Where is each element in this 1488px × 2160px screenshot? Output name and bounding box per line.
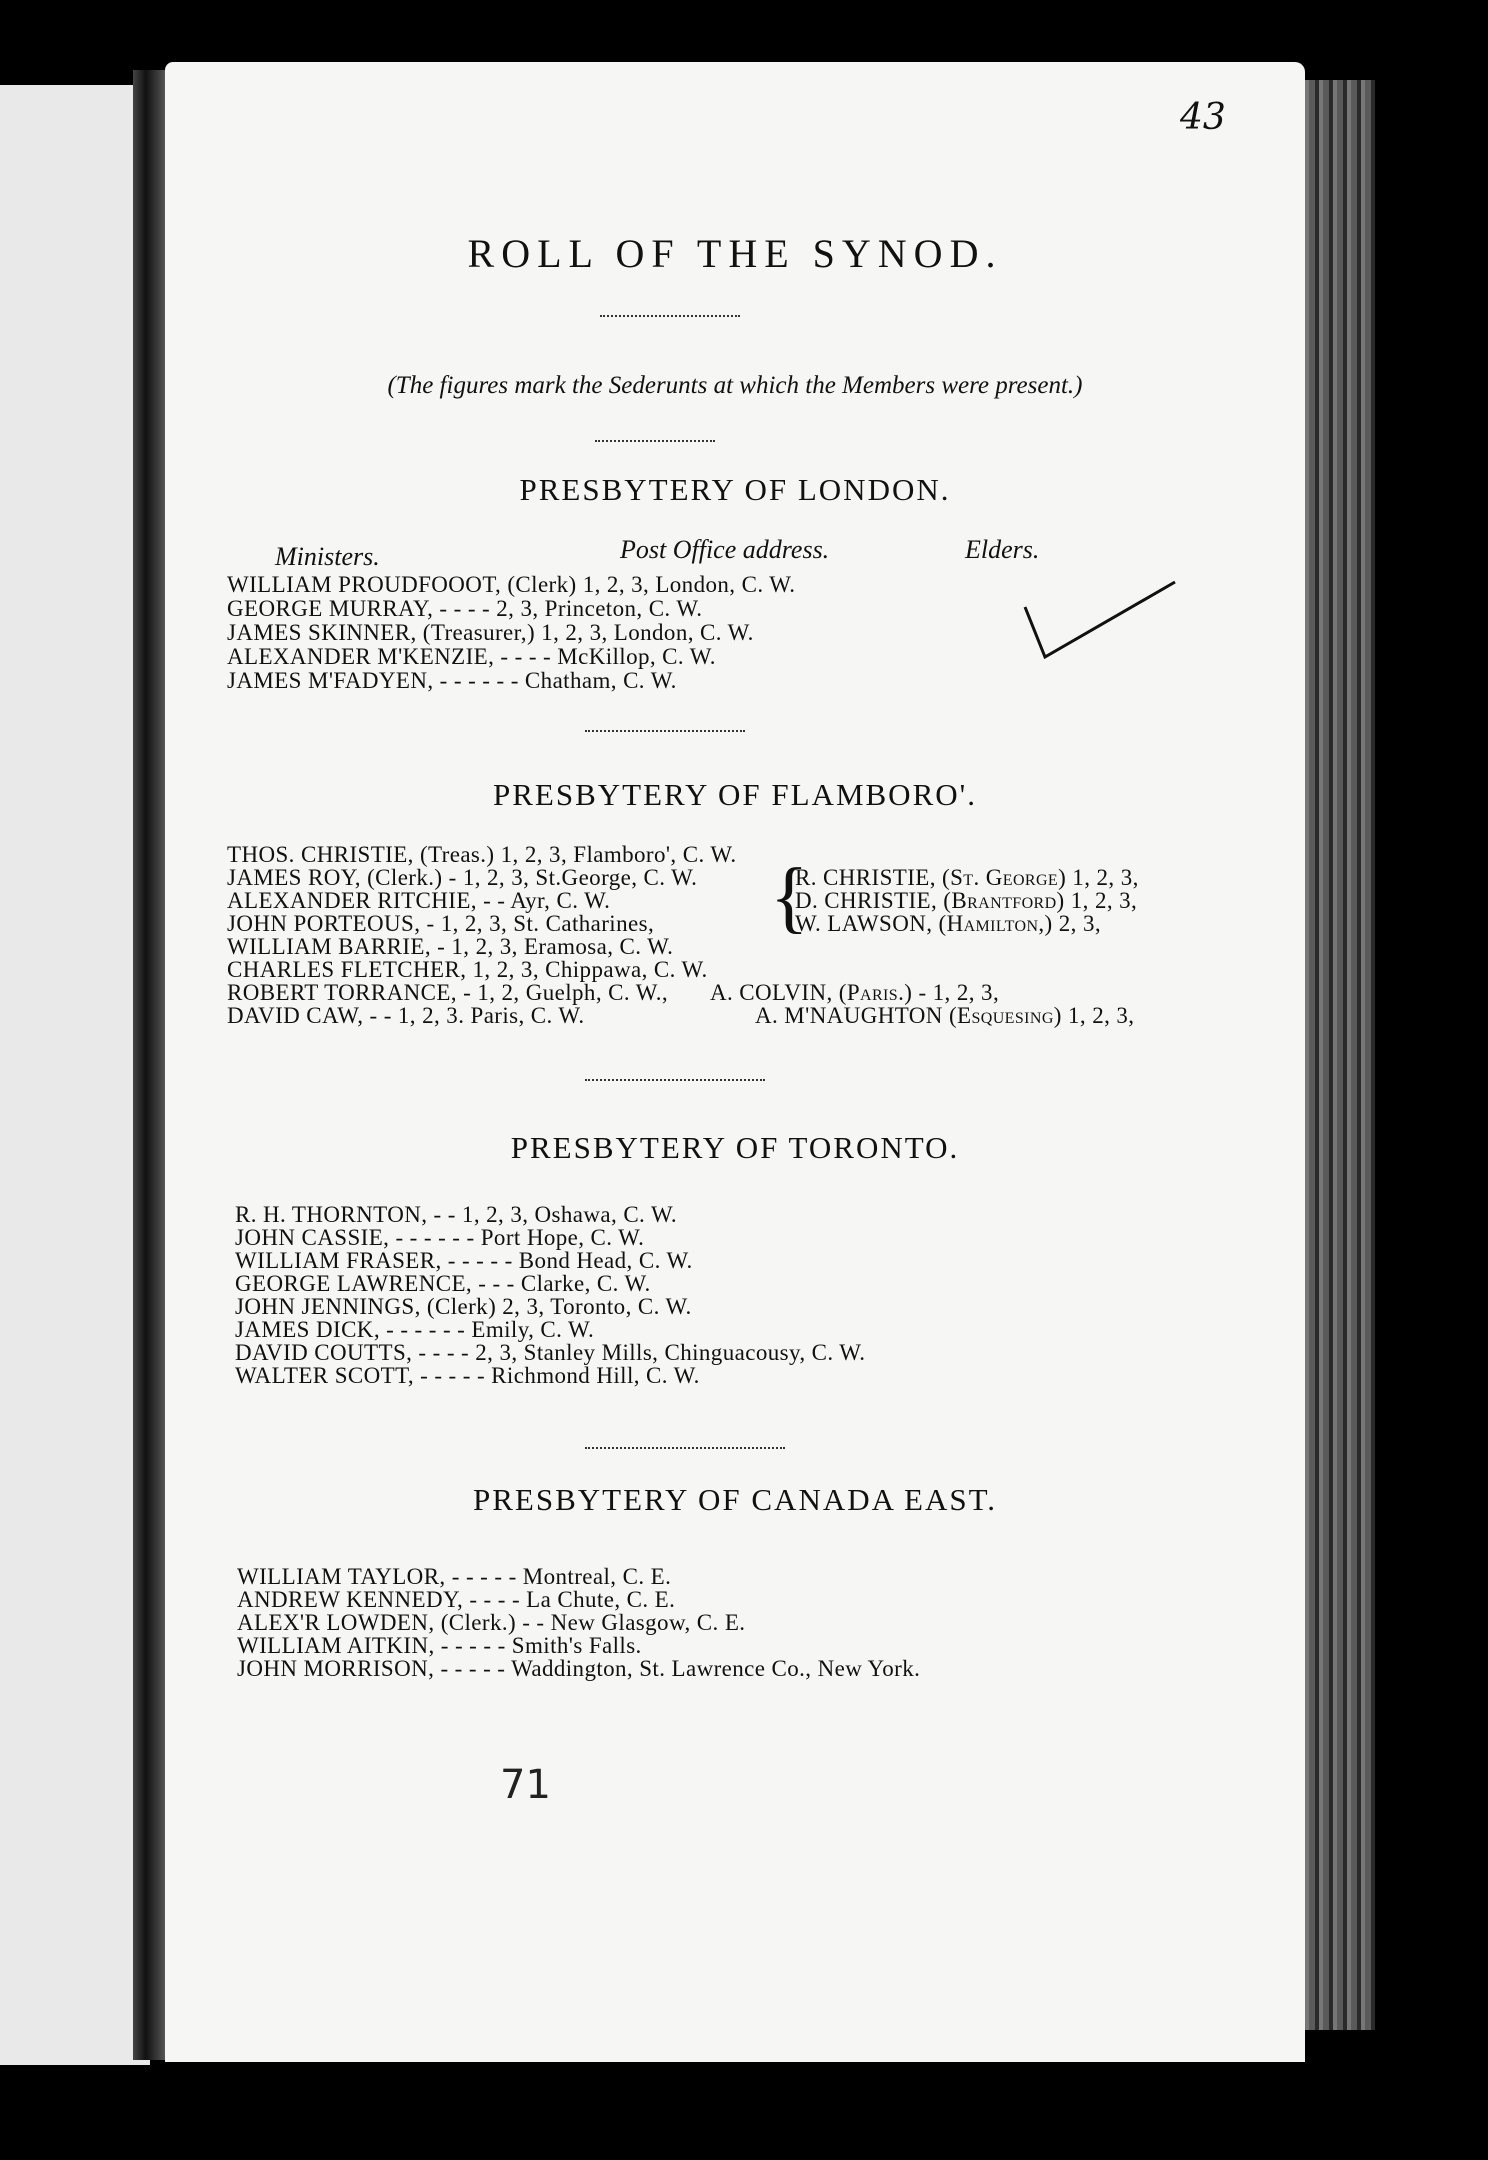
roll-entry: DAVID COUTTS, - - - - 2, 3, Stanley Mills, Chinguacousy, C. W.: [235, 1340, 866, 1365]
roll-entry: JOHN JENNINGS, (Clerk) 2, 3, Toronto, C. W.: [235, 1294, 692, 1319]
elder-entry: R. CHRISTIE, (St. George) 1, 2, 3,: [795, 865, 1139, 890]
heading-toronto: PRESBYTERY OF TORONTO.: [510, 1130, 960, 1165]
subtitle: (The figures mark the Sederunts at which the Members were present.): [387, 372, 1083, 399]
roll-entry: WALTER SCOTT, - - - - - Richmond Hill, C. W.: [235, 1363, 700, 1388]
roll-entry: GEORGE LAWRENCE, - - - Clarke, C. W.: [235, 1271, 651, 1296]
col-elders: Elders.: [965, 535, 1040, 564]
facing-page: [0, 85, 150, 2065]
elder-entry: W. LAWSON, (Hamilton,) 2, 3,: [795, 911, 1102, 936]
divider: [585, 1079, 765, 1081]
roll-entry: GEORGE MURRAY, - - - - 2, 3, Princeton, C. W.: [227, 596, 703, 621]
col-ministers: Ministers.: [275, 542, 380, 571]
col-address: Post Office address.: [620, 535, 830, 564]
page-edges: [1295, 80, 1375, 2030]
roll-entry: JAMES DICK, - - - - - - Emily, C. W.: [235, 1317, 595, 1342]
elder-entry: D. CHRISTIE, (Brantford) 1, 2, 3,: [795, 888, 1138, 913]
roll-entry: ROBERT TORRANCE, - 1, 2, Guelph, C. W.,: [227, 980, 669, 1005]
heading-flamboro: PRESBYTERY OF FLAMBORO'.: [493, 777, 977, 812]
roll-entry: JAMES M'FADYEN, - - - - - - Chatham, C. W.: [227, 668, 677, 693]
brace: {: [770, 853, 809, 941]
checkmark-icon: [1005, 562, 1185, 672]
roll-entry: WILLIAM BARRIE, - 1, 2, 3, Eramosa, C. W.: [227, 934, 674, 959]
roll-entry: WILLIAM FRASER, - - - - - Bond Head, C. W.: [235, 1248, 693, 1273]
roll-entry: ANDREW KENNEDY, - - - - La Chute, C. E.: [237, 1587, 676, 1612]
roll-entry: JOHN PORTEOUS, - 1, 2, 3, St. Catharines,: [227, 911, 655, 936]
roll-entry: ALEX'R LOWDEN, (Clerk.) - - New Glasgow, C. E.: [237, 1610, 746, 1635]
roll-entry: CHARLES FLETCHER, 1, 2, 3, Chippawa, C. W.: [227, 957, 708, 982]
elder-entry: A. COLVIN, (Paris.) - 1, 2, 3,: [710, 980, 1000, 1005]
roll-entry: THOS. CHRISTIE, (Treas.) 1, 2, 3, Flamboro', C. W.: [227, 842, 737, 867]
roll-entry: R. H. THORNTON, - - 1, 2, 3, Oshawa, C. W.: [235, 1202, 678, 1227]
divider: [595, 440, 715, 442]
roll-entry: DAVID CAW, - - 1, 2, 3. Paris, C. W.: [227, 1003, 585, 1028]
roll-entry: JOHN MORRISON, - - - - - Waddington, St. Lawrence Co., New York.: [237, 1656, 921, 1681]
divider: [600, 315, 740, 317]
roll-entry: JAMES ROY, (Clerk.) - 1, 2, 3, St.George, C. W.: [227, 865, 698, 890]
roll-entry: ALEXANDER RITCHIE, - - Ayr, C. W.: [227, 888, 611, 913]
heading-canada-east: PRESBYTERY OF CANADA EAST.: [473, 1482, 997, 1517]
elder-entry: A. M'NAUGHTON (Esquesing) 1, 2, 3,: [755, 1003, 1135, 1028]
roll-entry: WILLIAM PROUDFOOOT, (Clerk) 1, 2, 3, London, C. W.: [227, 572, 796, 597]
page-title: ROLL OF THE SYNOD.: [467, 231, 1003, 276]
heading-london: PRESBYTERY OF LONDON.: [519, 472, 951, 507]
divider: [585, 730, 745, 732]
handwritten-note: 71: [500, 1762, 551, 1808]
roll-entry: ALEXANDER M'KENZIE, - - - - McKillop, C. W.: [227, 644, 716, 669]
document-page: [165, 62, 1305, 2062]
roll-entry: WILLIAM TAYLOR, - - - - - Montreal, C. E.: [237, 1564, 672, 1589]
book-gutter: [133, 70, 165, 2060]
page-number: 43: [1180, 97, 1226, 138]
roll-entry: JOHN CASSIE, - - - - - - Port Hope, C. W.: [235, 1225, 645, 1250]
roll-entry: JAMES SKINNER, (Treasurer,) 1, 2, 3, London, C. W.: [227, 620, 754, 645]
roll-entry: WILLIAM AITKIN, - - - - - Smith's Falls.: [237, 1633, 642, 1658]
divider: [585, 1447, 785, 1449]
